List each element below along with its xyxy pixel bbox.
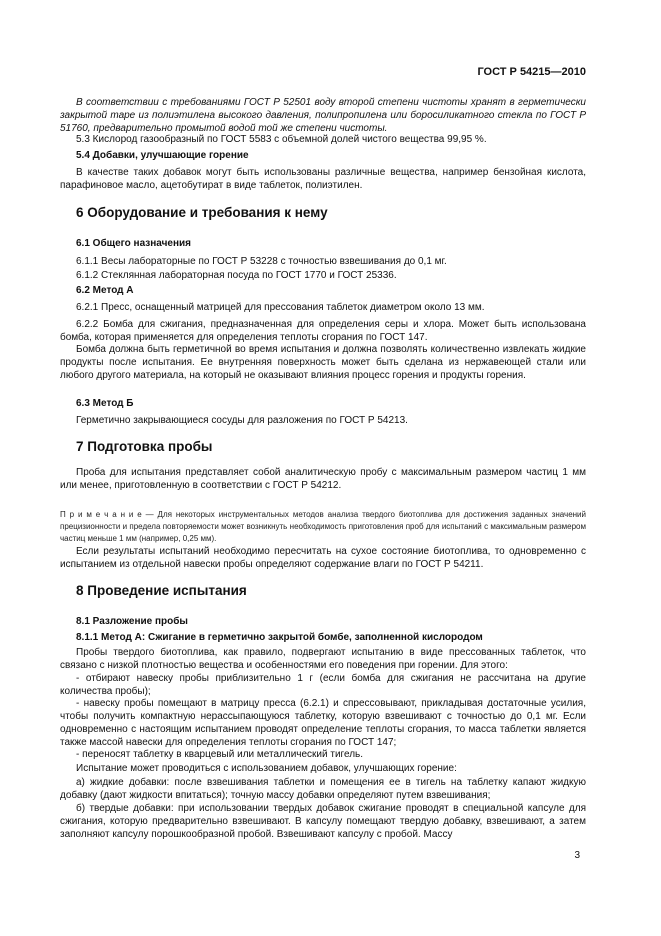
paragraph: - отбирают навеску пробы приблизительно 1 г (если бомба для сжигания не рассчитана на другие количества пробы); <box>60 673 586 697</box>
paragraph: 6.2.2 Бомба для сжигания, предназначенная для определения серы и хлора. Может быть использована бомба, которая применяется для определения теплоты сгорания по ГОСТ 147. <box>60 319 586 343</box>
subsection-heading: 6.1 Общего назначения <box>76 238 191 249</box>
paragraph: 6.1.1 Весы лабораторные по ГОСТ Р 53228 с точностью взвешивания до 0,1 мг. <box>76 256 447 267</box>
paragraph: В качестве таких добавок могут быть использованы различные вещества, например бензойная кислота, парафиновое масло, ацетобутират в виде таблеток, полиэтилен. <box>60 167 586 191</box>
section-heading: 8 Проведение испытания <box>76 583 247 598</box>
paragraph: Испытание может проводиться с использованием добавок, улучшающих горение: <box>76 763 457 774</box>
subsection-heading: 8.1.1 Метод А: Сжигание в герметично закрытой бомбе, заполненной кислородом <box>76 632 483 643</box>
subsection-heading: 6.2 Метод А <box>76 285 134 296</box>
page-number: 3 <box>574 850 580 861</box>
subsection-heading: 5.4 Добавки, улучшающие горение <box>76 150 249 161</box>
paragraph: - навеску пробы помещают в матрицу пресса (6.2.1) и спрессовывают, прикладывая достаточные усилия, чтобы получить компактную нерассыпающуюся таблетку, которую взвешивают с точностью до 0,1 мг. Если одновременно с настоящим испытанием проводят определение теплоты сгорания, то масса таблетки является также массой навески для определения теплоты сгорания по ГОСТ 147; <box>60 698 586 748</box>
paragraph: - переносят таблетку в кварцевый или металлический тигель. <box>76 749 364 760</box>
paragraph: 5.3 Кислород газообразный по ГОСТ 5583 с объемной долей чистого вещества 99,95 %. <box>76 134 487 145</box>
paragraph: 6.1.2 Стеклянная лабораторная посуда по ГОСТ 1770 и ГОСТ 25336. <box>76 270 397 281</box>
paragraph: Проба для испытания представляет собой аналитическую пробу с максимальным размером частиц 1 мм или менее, приготовленную в соответствии с ГОСТ Р 54212. <box>60 467 586 491</box>
paragraph: Герметично закрывающиеся сосуды для разложения по ГОСТ Р 54213. <box>76 415 408 426</box>
subsection-heading: 6.3 Метод Б <box>76 398 134 409</box>
paragraph: Если результаты испытаний необходимо пересчитать на сухое состояние биотоплива, то одновременно с испытанием из отдельной навески пробы определяют содержание влаги по ГОСТ Р 54211. <box>60 546 586 570</box>
paragraph: б) твердые добавки: при использовании твердых добавок сжигание проводят в специальной капсуле для сжигания, которую предварительно взвешивают. В капсулу помещают твердую добавку, взвешивают, а затем заполняют капсулу порошкообразной пробой. Взвешивают капсулу с пробой. Массу <box>60 803 586 840</box>
section-heading: 6 Оборудование и требования к нему <box>76 205 328 220</box>
paragraph: В соответствии с требованиями ГОСТ Р 52501 воду второй степени чистоты хранят в герметически закрытой таре из полиэтилена высокого давления, полипропилена или боросиликатного стекла по ГОСТ Р 51760, предварительно промытой водой той же степени чистоты. <box>60 97 586 134</box>
paragraph: а) жидкие добавки: после взвешивания таблетки и помещения ее в тигель на таблетку капают жидкую добавку (дают жидкости впитаться); точную массу добавки определяют путем взвешивания; <box>60 777 586 801</box>
section-heading: 7 Подготовка пробы <box>76 439 213 454</box>
paragraph: 6.2.1 Пресс, оснащенный матрицей для прессования таблеток диаметром около 13 мм. <box>76 302 485 313</box>
paragraph: Бомба должна быть герметичной во время испытания и должна позволять количественно извлекать жидкие продукты после испытания. Ее внутренняя поверхность может быть сделана из нержавеющей стали или любого другого материала, на который не оказывают влияния процесс горения и продукты горения. <box>60 344 586 381</box>
paragraph: Пробы твердого биотоплива, как правило, подвергают испытанию в виде прессованных таблеток, что связано с низкой плотностью вещества и особенностями его поведения при горении. Для этого: <box>60 647 586 671</box>
document-header: ГОСТ Р 54215—2010 <box>477 66 586 78</box>
note-paragraph: П р и м е ч а н и е — Для некоторых инструментальных методов анализа твердого биотоплива для достижения заданных значений прецизионности и предела повторяемости может возникнуть необходимость приготовления проб для испытаний с максимальным размером частиц меньше 1 мм (например, 0,25 мм). <box>60 510 586 543</box>
subsection-heading: 8.1 Разложение пробы <box>76 616 188 627</box>
